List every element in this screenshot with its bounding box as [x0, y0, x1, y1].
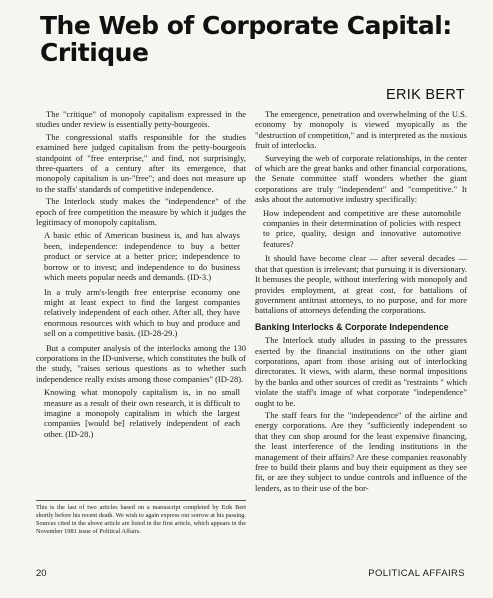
body-paragraph: Surveying the web of corporate relationships, in the center of which are the great banks and other financial corporations, the Senate committee staff wonders whether the giant corporations are truly "independent" and "competitive." It asks about the automotive industry specifically: [255, 152, 467, 205]
author-byline: ERIK BERT [386, 87, 465, 103]
body-paragraph: The emergence, penetration and overwhelming of the U.S. economy by monopoly is viewed myopically as the "destruction of competition," and is interpreted as the noxious fruit of interlocks. [255, 109, 467, 151]
body-paragraph: The Interlock study makes the "independence" of the epoch of free competition the measure by which it judges the legitimacy of monopoly capitalism. [36, 196, 246, 228]
body-paragraph: The "critique" of monopoly capitalism expressed in the studies under review is essentially petty-bourgeois. [36, 109, 246, 130]
section-heading: Banking Interlocks & Corporate Independence [255, 321, 449, 332]
body-paragraph: The congressional staffs responsible for the studies examined here judged capitalism from the petty-bourgeois standpoint of "free enterprise," and find, not surprisingly, three-quarters of a century after its emergence, that monopoly capitalism is un-"free"; and does not measure up to the staffs' standards of competitive independence. [36, 131, 246, 194]
body-paragraph: The staff fears for the "independence" of the airline and energy corporations. Are they "sufficiently independent so that they can shop around for the least expensive financing, the least interference of the lending institutions in the management of their affairs? Are these companies reasonably free to build their plants and buy their equipment as they see fit, or are they subject to undue controls and influence of the lenders, as to their use of the bor- [255, 409, 467, 493]
body-paragraph: The Interlock study alludes in passing to the pressures exerted by the financial institutions on the other giant corporations, apart from those arising out of interlocking directorates. It views, with alarm, these normal impositions by the banks and other sources of credit as "restraints " which violate the staff's image of what corporate "independence" ought to be. [255, 335, 467, 408]
page-number: 20 [36, 568, 47, 579]
footnote: This is the last of two articles based on a manuscript completed by Erik Bert shortly before his recent death. We wish to again express our sorrow at his passing. Sources cited in the above article are listed in the first article, which appears in the November 1981 issue of Political Affairs. [36, 500, 246, 536]
block-quote: In a truly arm's-length free enterprise economy one might at least expect to find the largest companies relatively independent of each other. After all, they have enormous resources with which to buy and produce and sell on a competitive basis. (ID-28-29.) [44, 286, 240, 339]
body-paragraph: But a computer analysis of the interlocks among the 130 corporations in the ID-universe, which constitutes the bulk of the study, "raises serious questions as to whether such independence really exists among those companies" (ID-28). [36, 342, 246, 384]
left-column [36, 109, 246, 443]
block-quote: How independent and competitive are these automobile companies in their determination of policies with respect to price, quality, design and innovative automotive features? [263, 207, 461, 249]
block-quote: A basic ethic of American business is, and has always been, independence: independence to buy a better product or service at a better price; independence to borrow or to invest; and independence to do business which meets popular needs and demands. (ID-3.) [44, 230, 240, 283]
block-quote: Knowing what monopoly capitalism is, in no small measure as a result of their own research, it is difficult to imagine a monopoly capitalism in which the largest companies [would be] relatively independent of each other. (ID-28.) [44, 387, 240, 439]
body-paragraph: It should have become clear — after several decades — that that question is irrelevant; that pursuing it is diversionary. It bemuses the people, without interfering with monopoly and provides employment, at great cost, for battalions of government antitrust attorneys, to no purpose, and for more battalions of attorneys defending the corporations. [255, 253, 467, 316]
right-column [255, 109, 467, 495]
running-footer-journal: POLITICAL AFFAIRS [368, 568, 465, 579]
article-title: The Web of Corporate Capital: Critique [40, 11, 452, 67]
